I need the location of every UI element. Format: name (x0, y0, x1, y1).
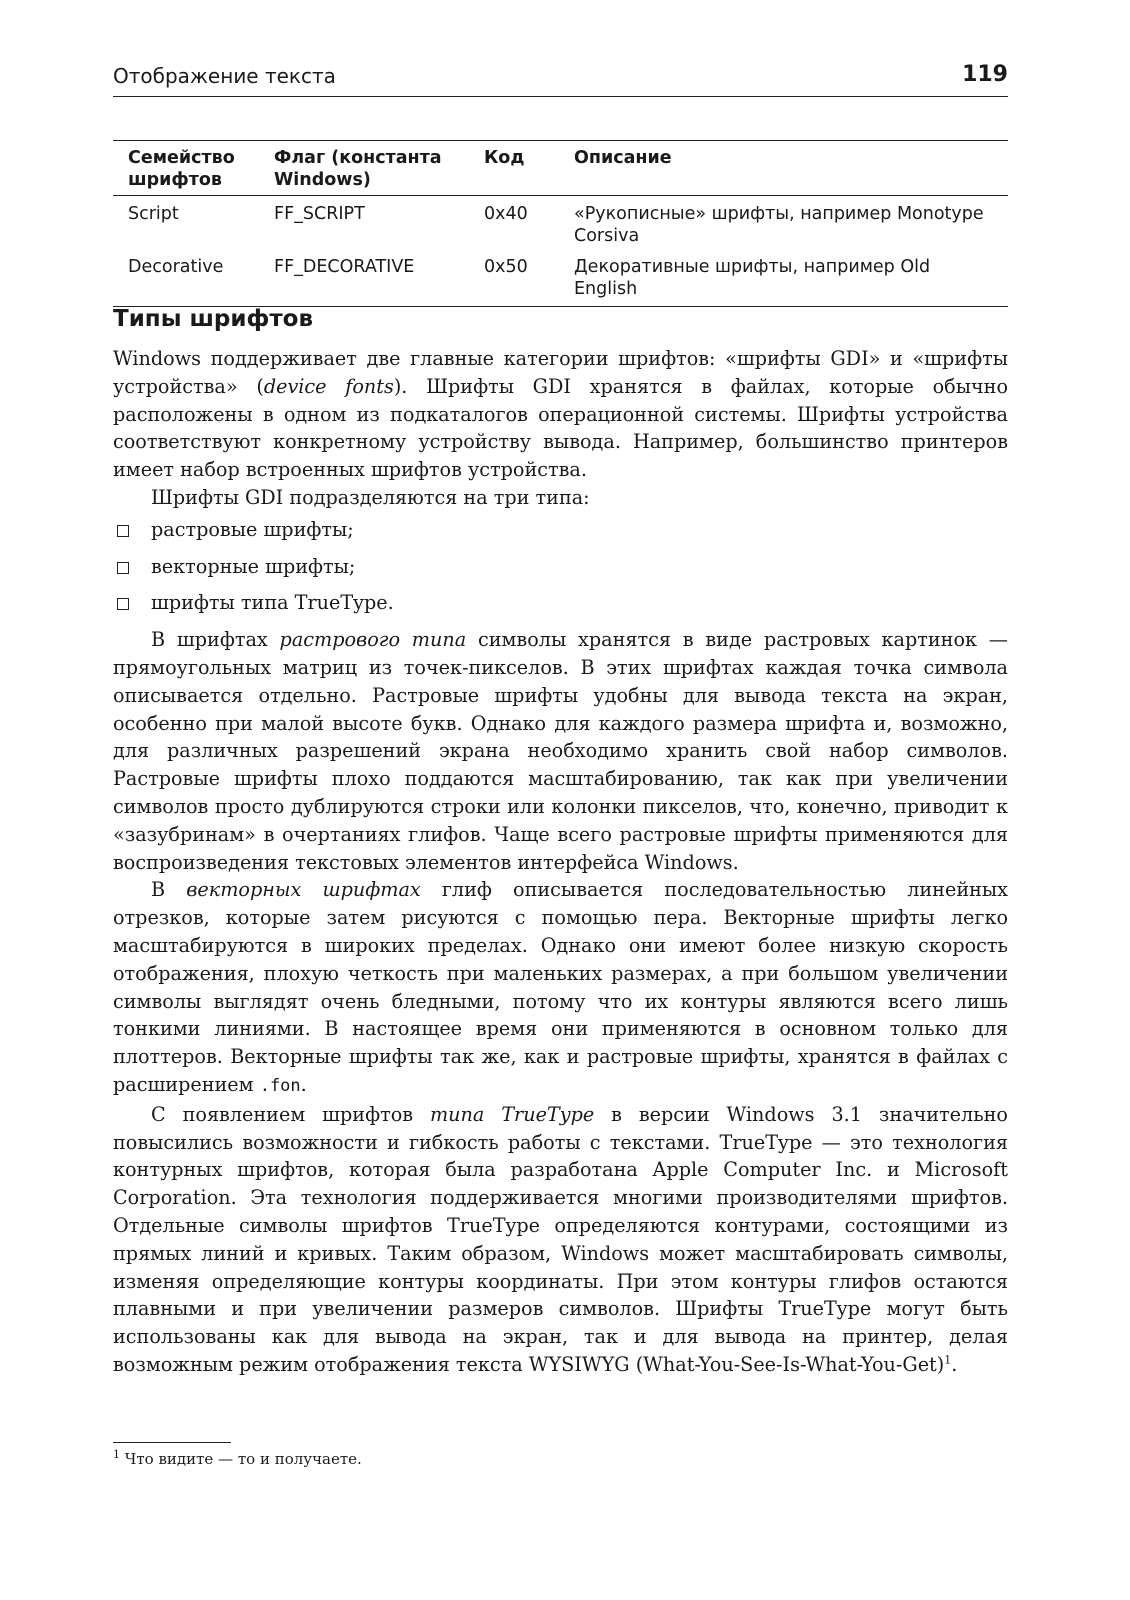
font-families-table (113, 140, 1008, 307)
footnote-marker: 1 (113, 1448, 120, 1461)
checkbox-bullet-icon (117, 562, 129, 574)
footnote-rule (113, 1442, 231, 1443)
table-cell-flag: FF_DECORATIVE (274, 257, 415, 277)
table-cell-flag: FF_SCRIPT (274, 204, 365, 224)
table-cell-family: Script (128, 204, 179, 224)
paragraph: Windows поддерживает две главные категории шрифтов: «шрифты GDI» и «шрифты устройства» (device fonts). Шрифты GDI хранятся в файлах, которые обычно расположены в одном из подкаталогов операционной системы. Шрифты устройства соответствуют конкретному устройству вывода. Например, большинство принтеров имеет набор встроенных шрифтов устройства. (113, 347, 1009, 482)
table-cell-family: Decorative (128, 257, 224, 277)
table-cell-description: Декоративные шрифты, например Old English (574, 257, 931, 299)
column-header-flag: Флаг (константа Windows) (274, 148, 442, 190)
section-heading: Типы шрифтов (113, 306, 314, 332)
page-number: 119 (962, 62, 1008, 87)
list-item: векторные шрифты; (113, 553, 1008, 581)
file-extension: .fon (259, 1075, 301, 1096)
checkbox-bullet-icon (117, 525, 129, 537)
column-header-code: Код (484, 148, 525, 168)
column-header-family: Семейство шрифтов (128, 148, 235, 190)
table-header-row (113, 141, 1008, 196)
list-item: растровые шрифты; (113, 516, 1008, 544)
body-text (113, 345, 1008, 1379)
font-types-list (113, 516, 1008, 617)
column-header-description: Описание (574, 148, 672, 168)
footnote-text: Что видите — то и получаете. (120, 1450, 362, 1468)
paragraph: В шрифтах растрового типа символы хранятся в виде растровых картинок — прямоугольных матриц из точек-пикселов. В этих шрифтах каждая точка символа описывается отдельно. Растровые шрифты удобны для вывода текста на экран, особенно при малой высоте букв. Однако для каждого размера шрифта и, возможно, для различных разрешений экрана необходимо хранить свой набор символов. Растровые шрифты плохо поддаются масштабированию, так как при увеличении символов просто дублируются строки или колонки пикселов, что, конечно, приводит к «зазубринам» в очертаниях глифов. Чаще всего растровые шрифты применяются для воспроизведения текстовых элементов интерфейса Windows. (113, 628, 1008, 874)
paragraph: Шрифты GDI подразделяются на три типа: (151, 485, 590, 509)
paragraph: В векторных шрифтах глиф описывается последовательностью линейных отрезков, которые затем рисуются с помощью пера. Векторные шрифты легко масштабируются в широких пределах. Однако они имеют более низкую скорость отображения, плохую четкость при маленьких размерах, а при большом увеличении символы выглядят очень бледными, потому что их контуры являются всего лишь тонкими линиями. В настоящее время они применяются в основном только для плоттеров. Векторные шрифты так же, как и растровые шрифты, хранятся в файлах с расширением .fon. (113, 878, 1008, 1096)
table-cell-code: 0x40 (484, 204, 528, 224)
footnote (113, 1450, 362, 1468)
table-cell-code: 0x50 (484, 257, 528, 277)
footnote-ref: 1 (944, 1353, 952, 1367)
checkbox-bullet-icon (117, 598, 129, 610)
table-cell-description: «Рукописные» шрифты, например Monotype Corsiva (574, 204, 984, 246)
table-row (113, 250, 1008, 306)
table-row (113, 196, 1008, 251)
list-item: шрифты типа TrueType. (113, 589, 1008, 617)
paragraph: С появлением шрифтов типа TrueType в версии Windows 3.1 значительно повысились возможности и гибкость работы с текстами. TrueType — это технология контурных шрифтов, которая была разработана Apple Computer Inc. и Microsoft Corporation. Эта технология поддерживается многими производителями шрифтов. Отдельные символы шрифтов TrueType определяются контурами, состоящими из прямых линий и кривых. Таким образом, Windows может масштабировать символы, изменяя определяющие контуры координаты. При этом контуры глифов остаются плавными и при увеличении размеров символов. Шрифты TrueType могут быть использованы как для вывода на экран, так и для вывода на принтер, делая возможным режим отображения текста WYSIWYG (What-You-See-Is-What-You-Get)$^1$. (113, 1102, 1008, 1376)
running-title: Отображение текста (113, 64, 336, 88)
running-header (113, 62, 1008, 97)
